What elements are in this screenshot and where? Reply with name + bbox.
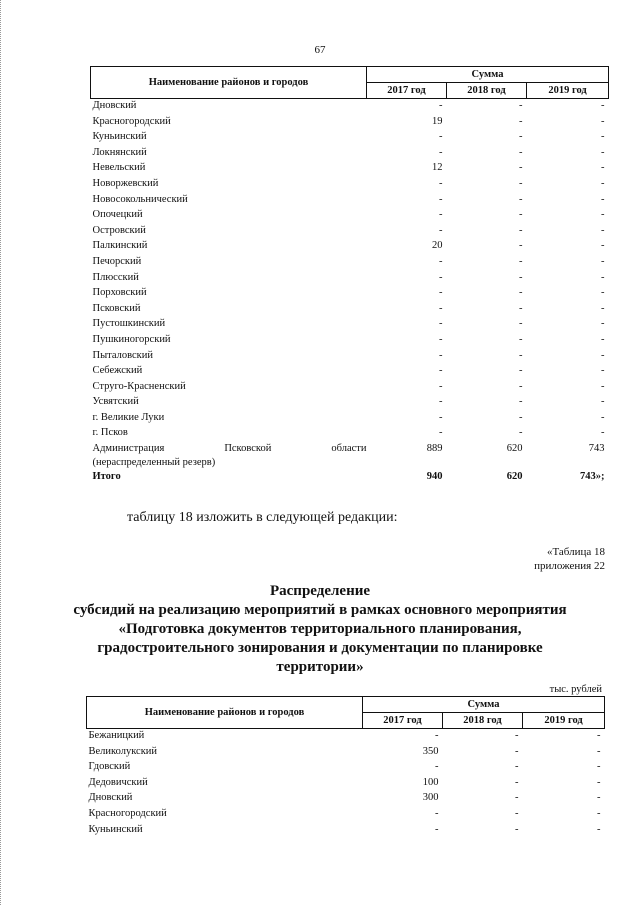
district-name: Островский (92, 224, 146, 236)
table-row (91, 146, 609, 162)
district-name: Псковский (92, 302, 141, 314)
value-2018: - (519, 209, 523, 221)
value-2018: - (519, 255, 523, 267)
district-name (91, 442, 367, 470)
value-2019: - (601, 302, 605, 314)
value-2017: - (435, 730, 439, 741)
district-name: Пустошкинский (92, 318, 166, 330)
value-2017: - (439, 302, 443, 314)
table-caption (534, 545, 605, 573)
district-name: Дновский (92, 100, 137, 111)
total-2018: 620 (506, 471, 523, 483)
table-row (87, 823, 605, 839)
value-2017: - (439, 365, 443, 377)
value-2019: - (597, 776, 601, 788)
district-name: Струго-Красненский (92, 380, 186, 392)
value-2017: - (439, 396, 443, 408)
value-2019: - (601, 115, 605, 127)
value-2018: - (519, 224, 523, 236)
table-row (91, 411, 609, 427)
value-2018: - (519, 146, 523, 158)
district-name: Новосокольнический (92, 193, 188, 205)
value-2017: - (435, 761, 439, 773)
table-row (91, 380, 609, 396)
value-2019: - (601, 209, 605, 221)
value-2017: 889 (426, 443, 443, 455)
table-row (91, 426, 609, 442)
value-2018: - (519, 193, 523, 205)
value-2019: - (597, 823, 601, 835)
value-2019: - (601, 365, 605, 377)
table-row (91, 239, 609, 255)
value-2017: - (439, 177, 443, 189)
value-2017: - (439, 271, 443, 283)
value-2019: - (601, 146, 605, 158)
value-2019: - (601, 427, 605, 439)
value-2018: - (519, 396, 523, 408)
column-header-2017: 2017 год (363, 713, 443, 729)
total-label: Итого (92, 471, 121, 483)
admin-name-word: Администрация (92, 443, 165, 455)
table-row (91, 286, 609, 302)
caption-line: «Таблица 18 (546, 546, 605, 558)
value-2019: - (601, 240, 605, 252)
value-2017: - (435, 807, 439, 819)
value-2019: - (601, 131, 605, 143)
value-2019: - (601, 193, 605, 205)
column-header-2019: 2019 год (523, 713, 605, 729)
district-name: Опочецкий (92, 209, 143, 221)
value-2019: - (601, 162, 605, 174)
value-2017: - (439, 427, 443, 439)
caption-line: приложения 22 (534, 560, 605, 572)
district-name: Красногородский (92, 115, 171, 127)
value-2017: - (439, 193, 443, 205)
table-row (91, 333, 609, 349)
table-row (91, 224, 609, 240)
value-2019: - (601, 333, 605, 345)
value-2019: - (601, 100, 605, 111)
value-2017: - (439, 333, 443, 345)
table-row (91, 364, 609, 380)
value-2018: - (519, 380, 523, 392)
value-2019: - (601, 224, 605, 236)
value-2018: - (519, 302, 523, 314)
heading-line: Распределение (269, 583, 371, 599)
value-2018: - (519, 318, 523, 330)
value-2017: - (439, 131, 443, 143)
district-name: Невельский (92, 162, 146, 174)
value-2019: - (597, 761, 601, 773)
value-2017: - (439, 224, 443, 236)
value-2017: - (439, 100, 443, 111)
district-name: Дновский (88, 792, 133, 804)
value-2019: - (597, 807, 601, 819)
table-row (91, 208, 609, 224)
value-2018: - (519, 271, 523, 283)
table-row (91, 130, 609, 146)
value-2017: - (439, 411, 443, 423)
edit-instruction: таблицу 18 изложить в следующей редакции: (127, 510, 398, 525)
value-2017: 350 (422, 745, 439, 757)
value-2019: - (601, 177, 605, 189)
admin-name-word: Псковской (224, 443, 272, 455)
heading-line: субсидий на реализацию мероприятий в рамках основного мероприятия (73, 602, 567, 618)
district-name: Дедовичский (88, 776, 148, 788)
table-row (87, 760, 605, 776)
value-2019: - (601, 380, 605, 392)
value-2019: - (601, 411, 605, 423)
column-header-sum: Сумма (363, 697, 605, 713)
district-name: Палкинский (92, 240, 148, 252)
table-row (91, 177, 609, 193)
table-row (91, 395, 609, 411)
value-2017: - (439, 380, 443, 392)
table-row (91, 317, 609, 333)
table-row (91, 161, 609, 177)
value-2017: 12 (432, 162, 443, 174)
units-label: тыс. рублей (549, 684, 602, 695)
value-2018: - (519, 162, 523, 174)
value-2017: - (439, 349, 443, 361)
table-row (87, 791, 605, 807)
table-row (87, 776, 605, 792)
table-row (87, 745, 605, 761)
total-2017: 940 (426, 471, 443, 483)
district-name: г. Великие Луки (92, 411, 165, 423)
district-name: Куньинский (92, 131, 147, 143)
distribution-table-2 (86, 696, 605, 838)
column-header-2019: 2019 год (527, 83, 609, 99)
value-2018: 620 (506, 443, 523, 455)
column-header-2017: 2017 год (367, 83, 447, 99)
district-name: Себежский (92, 365, 143, 377)
district-name: Пыталовский (92, 349, 153, 361)
distribution-table-1 (90, 66, 609, 486)
column-header-2018: 2018 год (443, 713, 523, 729)
heading-line: градостроительного зонирования и документации по планировке (97, 640, 543, 656)
total-2019: 743»; (580, 471, 605, 483)
value-2018: - (515, 823, 519, 835)
value-2017: 20 (432, 240, 443, 252)
value-2018: - (519, 131, 523, 143)
value-2017: - (439, 209, 443, 221)
value-2018: - (515, 761, 519, 773)
value-2019: - (601, 287, 605, 299)
value-2018: - (515, 730, 519, 741)
value-2017: - (439, 146, 443, 158)
value-2017: 100 (422, 776, 439, 788)
district-name: Бежаницкий (88, 730, 145, 741)
value-2019: - (597, 730, 601, 741)
table-row (91, 115, 609, 131)
district-name: Плюсский (92, 271, 139, 283)
district-name: г. Псков (92, 427, 128, 439)
table-row-total (91, 470, 609, 486)
value-2018: - (519, 240, 523, 252)
value-2019: 743 (588, 443, 605, 455)
table-row (87, 807, 605, 823)
table-row-administration (91, 442, 609, 470)
value-2018: - (519, 365, 523, 377)
value-2018: - (515, 776, 519, 788)
district-name: Пушкиногорский (92, 333, 171, 345)
value-2017: 300 (422, 792, 439, 804)
district-name: Новоржевский (92, 177, 159, 189)
admin-name-note: (нераспределенный резерв) (92, 457, 216, 469)
district-name: Куньинский (88, 823, 143, 835)
table-row (87, 729, 605, 745)
column-header-name: Наименование районов и городов (91, 67, 367, 99)
value-2018: - (519, 100, 523, 111)
value-2019: - (601, 349, 605, 361)
district-name: Порховский (92, 287, 147, 299)
table-row (91, 99, 609, 115)
district-name: Красногородский (88, 807, 167, 819)
value-2018: - (519, 177, 523, 189)
table-row (91, 302, 609, 318)
district-name: Усвятский (92, 396, 139, 408)
value-2018: - (515, 745, 519, 757)
value-2017: 19 (432, 115, 443, 127)
district-name: Печорский (92, 255, 142, 267)
value-2017: - (439, 318, 443, 330)
value-2017: - (439, 255, 443, 267)
heading-line: территории» (276, 659, 364, 675)
value-2018: - (515, 792, 519, 804)
table-row (91, 349, 609, 365)
section-heading (0, 582, 640, 677)
value-2019: - (597, 792, 601, 804)
column-header-name: Наименование районов и городов (87, 697, 363, 729)
value-2019: - (601, 318, 605, 330)
admin-name-word: области (331, 443, 367, 455)
district-name: Великолукский (88, 745, 158, 757)
table-row (91, 271, 609, 287)
column-header-2018: 2018 год (447, 83, 527, 99)
value-2018: - (519, 115, 523, 127)
value-2019: - (601, 271, 605, 283)
value-2018: - (515, 807, 519, 819)
value-2018: - (519, 349, 523, 361)
table-row (91, 193, 609, 209)
value-2019: - (601, 255, 605, 267)
district-name: Гдовский (88, 761, 131, 773)
value-2018: - (519, 287, 523, 299)
value-2017: - (439, 287, 443, 299)
value-2018: - (519, 411, 523, 423)
page-number: 67 (314, 44, 326, 56)
scan-edge (0, 0, 5, 905)
value-2019: - (597, 745, 601, 757)
value-2018: - (519, 427, 523, 439)
value-2018: - (519, 333, 523, 345)
value-2019: - (601, 396, 605, 408)
value-2017: - (435, 823, 439, 835)
district-name: Локнянский (92, 146, 147, 158)
table-row (91, 255, 609, 271)
column-header-sum: Сумма (367, 67, 609, 83)
heading-line: «Подготовка документов территориального планирования, (118, 621, 522, 637)
